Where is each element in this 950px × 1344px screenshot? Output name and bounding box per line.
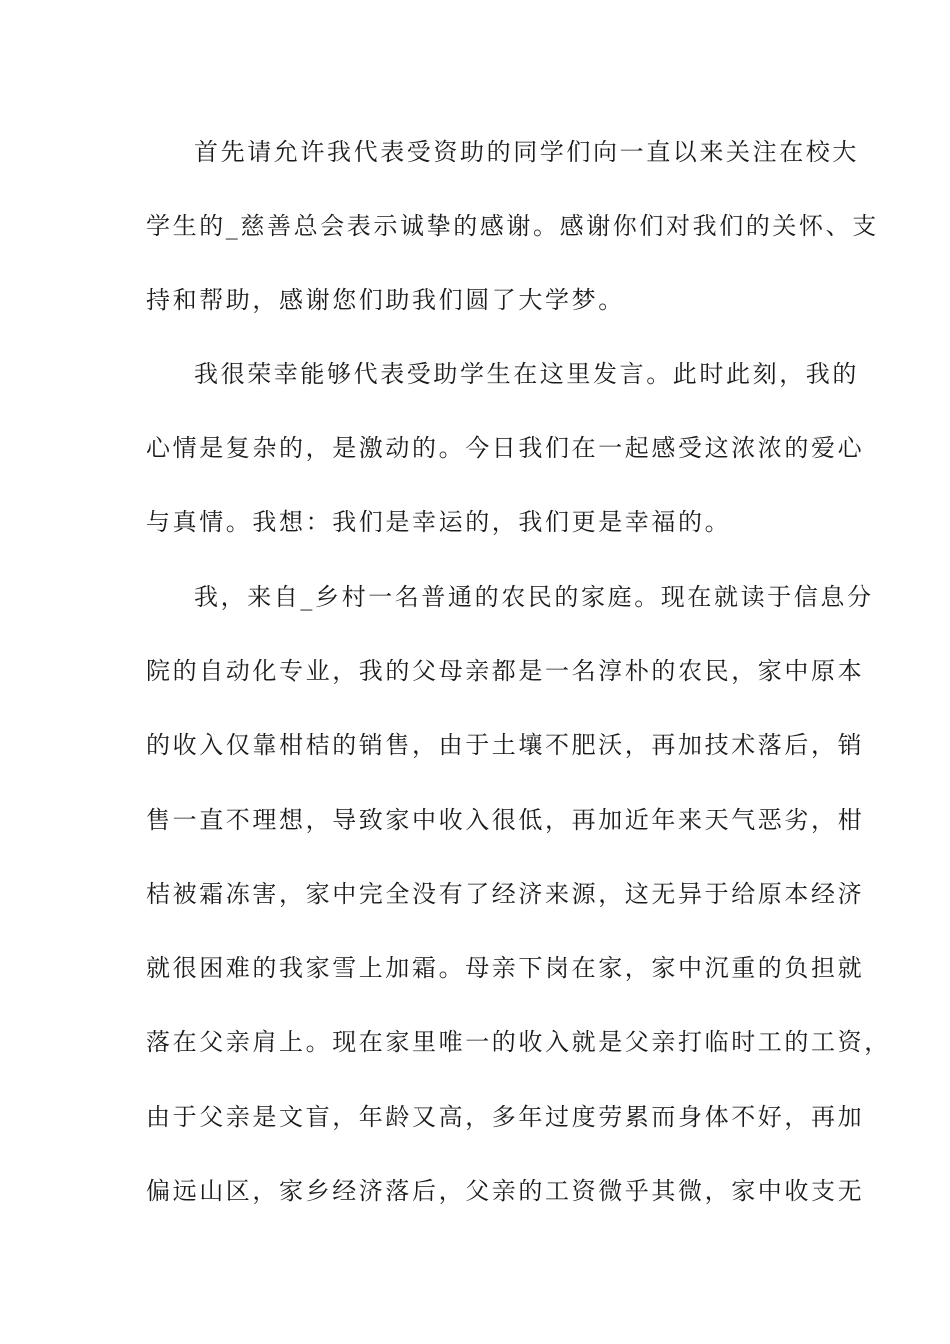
paragraph-3-line-4: 售一直不理想，导致家中收入很低，再加近年来天气恶劣，柑 xyxy=(146,806,865,834)
paragraph-1-line-3: 持和帮助，感谢您们助我们圆了大学梦。 xyxy=(146,286,625,314)
paragraph-3-line-5: 桔被霜冻害，家中完全没有了经济来源，这无异于给原本经济 xyxy=(146,880,865,908)
paragraph-3-line-1: 我，来自_乡村一名普通的农民的家庭。现在就读于信息分 xyxy=(194,583,874,611)
paragraph-2-line-3: 与真情。我想：我们是幸运的，我们更是幸福的。 xyxy=(146,508,732,536)
paragraph-1-line-1: 首先请允许我代表受资助的同学们向一直以来关注在校大 xyxy=(194,138,859,166)
paragraph-1-line-2: 学生的_慈善总会表示诚挚的感谢。感谢你们对我们的关怀、支 xyxy=(146,212,879,240)
paragraph-2-line-2: 心情是复杂的，是激动的。今日我们在一起感受这浓浓的爱心 xyxy=(146,434,865,462)
paragraph-3-line-3: 的收入仅靠柑桔的销售，由于土壤不肥沃，再加技术落后，销 xyxy=(146,731,865,759)
paragraph-2-line-1: 我很荣幸能够代表受助学生在这里发言。此时此刻，我的 xyxy=(194,360,859,388)
paragraph-3-line-2: 院的自动化专业，我的父母亲都是一名淳朴的农民，家中原本 xyxy=(146,657,865,685)
paragraph-3-line-6: 就很困难的我家雪上加霜。母亲下岗在家，家中沉重的负担就 xyxy=(146,954,865,982)
paragraph-3-line-8: 由于父亲是文盲，年龄又高，多年过度劳累而身体不好，再加 xyxy=(146,1103,865,1131)
paragraph-3-line-9: 偏远山区，家乡经济落后，父亲的工资微乎其微，家中收支无 xyxy=(146,1177,865,1205)
paragraph-3-line-7: 落在父亲肩上。现在家里唯一的收入就是父亲打临时工的工资， xyxy=(146,1028,891,1056)
